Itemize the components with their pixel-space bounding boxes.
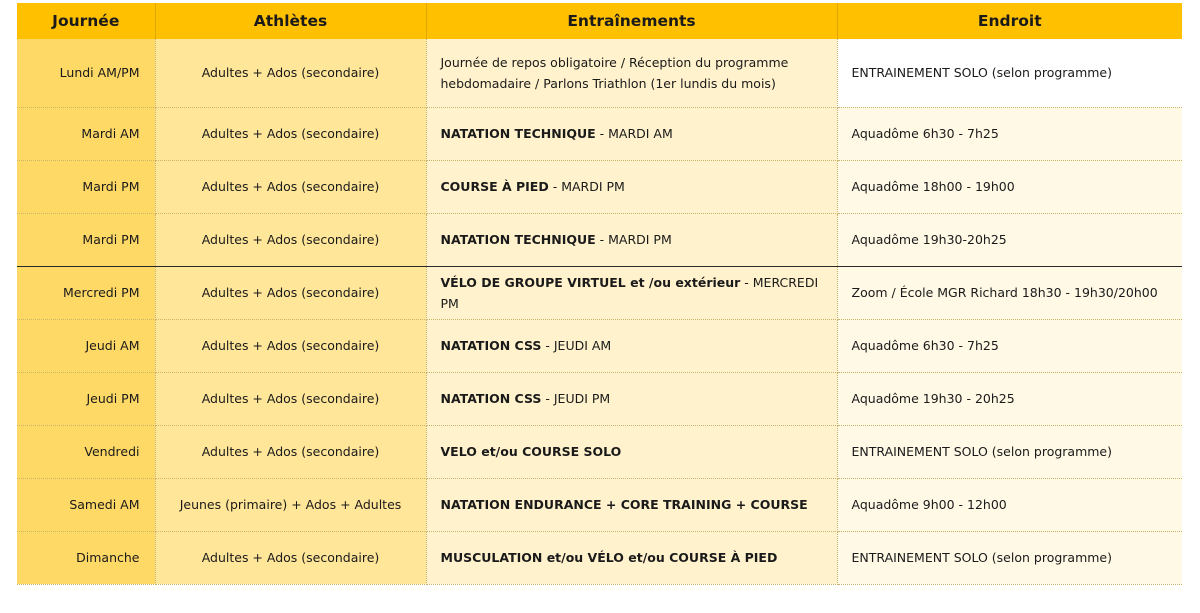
location-cell: Aquadôme 6h30 - 7h25 <box>837 107 1182 160</box>
training-detail: - JEUDI PM <box>541 391 611 406</box>
training-name: NATATION TECHNIQUE <box>440 126 596 141</box>
table-row <box>17 319 1182 372</box>
training-name: NATATION TECHNIQUE <box>440 232 596 247</box>
athletes-cell: Adultes + Ados (secondaire) <box>155 531 426 584</box>
training-detail: - MARDI AM <box>595 126 673 141</box>
table-row <box>17 425 1182 478</box>
location-cell: Aquadôme 18h00 - 19h00 <box>837 160 1182 213</box>
table-row <box>17 160 1182 213</box>
table-row <box>17 266 1182 319</box>
location-cell: Aquadôme 6h30 - 7h25 <box>837 319 1182 372</box>
day-cell: Lundi AM/PM <box>17 39 155 107</box>
training-detail: - JEUDI AM <box>541 338 612 353</box>
day-cell: Dimanche <box>17 531 155 584</box>
training-detail: Journée de repos obligatoire / Réception du programme hebdomadaire / Parlons Triathlon (1er lundis du mois) <box>440 54 789 91</box>
header-training: Entraînements <box>426 3 837 39</box>
table-row <box>17 107 1182 160</box>
header-athletes: Athlètes <box>155 3 426 39</box>
table-row <box>17 213 1182 266</box>
training-name: COURSE À PIED <box>440 179 549 194</box>
location-cell: Aquadôme 19h30-20h25 <box>837 213 1182 266</box>
table-row <box>17 39 1182 107</box>
location-cell: ENTRAINEMENT SOLO (selon programme) <box>837 425 1182 478</box>
athletes-cell: Adultes + Ados (secondaire) <box>155 319 426 372</box>
training-detail: - MARDI PM <box>595 232 672 247</box>
day-cell: Vendredi <box>17 425 155 478</box>
header-day: Journée <box>17 3 155 39</box>
location-cell: Aquadôme 9h00 - 12h00 <box>837 478 1182 531</box>
training-cell <box>426 425 837 478</box>
training-name: NATATION CSS <box>440 391 542 406</box>
athletes-cell: Adultes + Ados (secondaire) <box>155 160 426 213</box>
athletes-cell: Adultes + Ados (secondaire) <box>155 213 426 266</box>
athletes-cell: Adultes + Ados (secondaire) <box>155 266 426 319</box>
training-cell <box>426 372 837 425</box>
day-cell: Mardi PM <box>17 160 155 213</box>
athletes-cell: Adultes + Ados (secondaire) <box>155 107 426 160</box>
training-cell <box>426 531 837 584</box>
training-name: NATATION CSS <box>440 338 542 353</box>
location-cell: ENTRAINEMENT SOLO (selon programme) <box>837 39 1182 107</box>
location-cell: Aquadôme 19h30 - 20h25 <box>837 372 1182 425</box>
training-name: VELO et/ou COURSE SOLO <box>440 444 622 459</box>
training-detail: - MARDI PM <box>548 179 625 194</box>
training-cell <box>426 107 837 160</box>
training-cell <box>426 266 837 319</box>
table-row <box>17 531 1182 584</box>
training-cell <box>426 39 837 107</box>
training-cell <box>426 319 837 372</box>
day-cell: Samedi AM <box>17 478 155 531</box>
table-row <box>17 372 1182 425</box>
training-name: VÉLO DE GROUPE VIRTUEL et /ou extérieur <box>440 274 741 290</box>
training-name: MUSCULATION et/ou VÉLO et/ou COURSE À PIED <box>440 550 778 565</box>
table-row <box>17 478 1182 531</box>
athletes-cell: Jeunes (primaire) + Ados + Adultes <box>155 478 426 531</box>
training-cell <box>426 478 837 531</box>
header-location: Endroit <box>837 3 1182 39</box>
training-name: NATATION ENDURANCE + CORE TRAINING + COURSE <box>440 497 808 512</box>
day-cell: Mardi AM <box>17 107 155 160</box>
day-cell: Jeudi PM <box>17 372 155 425</box>
training-cell <box>426 160 837 213</box>
athletes-cell: Adultes + Ados (secondaire) <box>155 425 426 478</box>
athletes-cell: Adultes + Ados (secondaire) <box>155 39 426 107</box>
training-detail: - MERCREDI PM <box>440 274 819 311</box>
location-cell: Zoom / École MGR Richard 18h30 - 19h30/20h00 <box>837 266 1182 319</box>
athletes-cell: Adultes + Ados (secondaire) <box>155 372 426 425</box>
location-cell: ENTRAINEMENT SOLO (selon programme) <box>837 531 1182 584</box>
day-cell: Mardi PM <box>17 213 155 266</box>
training-schedule-table <box>17 3 1182 585</box>
training-cell <box>426 213 837 266</box>
day-cell: Jeudi AM <box>17 319 155 372</box>
day-cell: Mercredi PM <box>17 266 155 319</box>
table-header-row <box>17 3 1182 39</box>
